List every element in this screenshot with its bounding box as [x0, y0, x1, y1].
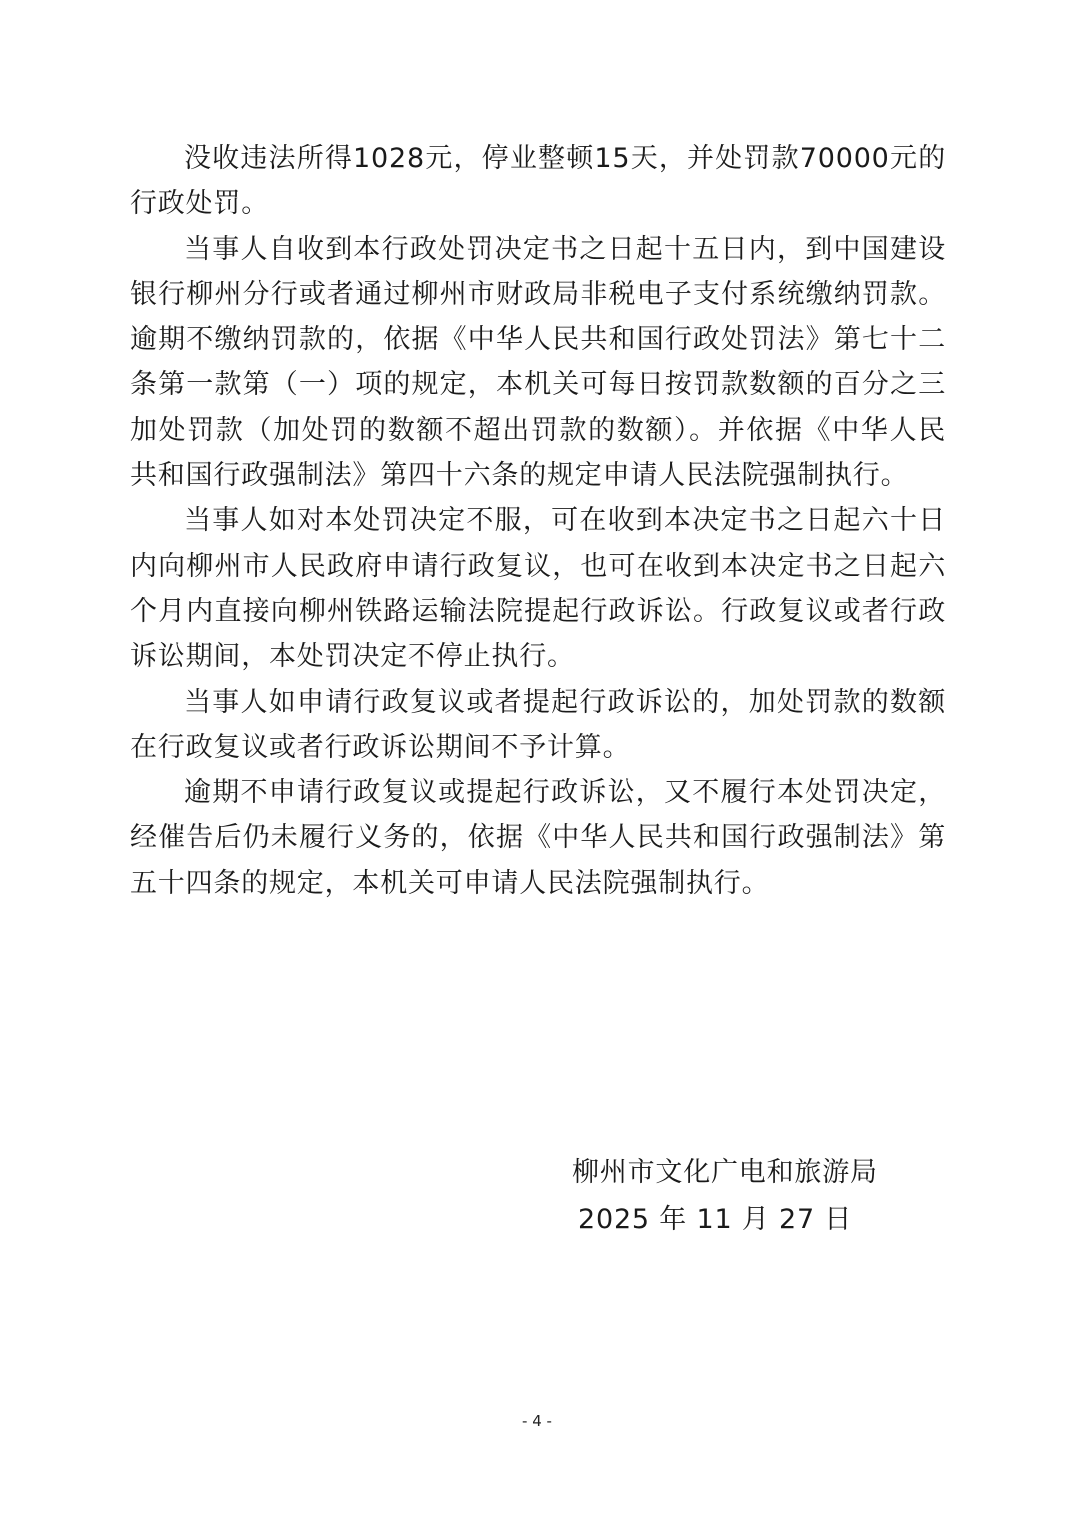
issue-date: 2025 年 11 月 27 日 [578, 1204, 853, 1235]
paragraph-penalty-calculation: 当事人如申请行政复议或者提起行政诉讼的，加处罚款的数额在行政复议或者行政诉讼期间不予计算。 [130, 686, 946, 763]
paragraph-penalty-result: 没收违法所得1028元，停业整顿15天，并处罚款70000元的行政处罚。 [130, 143, 946, 220]
signature-block [572, 1150, 878, 1242]
page-number: - 4 - [522, 1412, 552, 1430]
paragraph-payment-terms: 当事人自收到本行政处罚决定书之日起十五日内，到中国建设银行柳州分行或者通过柳州市财政局非税电子支付系统缴纳罚款。逾期不缴纳罚款的，依据《中华人民共和国行政处罚法》第七十二条第一款第（一）项的规定，本机关可每日按罚款数额的百分之三加处罚款（加处罚的数额不超出罚款的数额）。并依据《中华人民共和国行政强制法》第四十六条的规定申请人民法院强制执行。 [130, 233, 946, 492]
paragraph-enforcement: 逾期不申请行政复议或提起行政诉讼，又不履行本处罚决定，经催告后仍未履行义务的，依据《中华人民共和国行政强制法》第五十四条的规定，本机关可申请人民法院强制执行。 [130, 777, 946, 899]
issuing-organization: 柳州市文化广电和旅游局 [572, 1157, 878, 1188]
document-body [130, 136, 946, 906]
paragraph-appeal-rights: 当事人如对本处罚决定不服，可在收到本决定书之日起六十日内向柳州市人民政府申请行政复议，也可在收到本决定书之日起六个月内直接向柳州铁路运输法院提起行政诉讼。行政复议或者行政诉讼期间，本处罚决定不停止执行。 [130, 505, 946, 673]
